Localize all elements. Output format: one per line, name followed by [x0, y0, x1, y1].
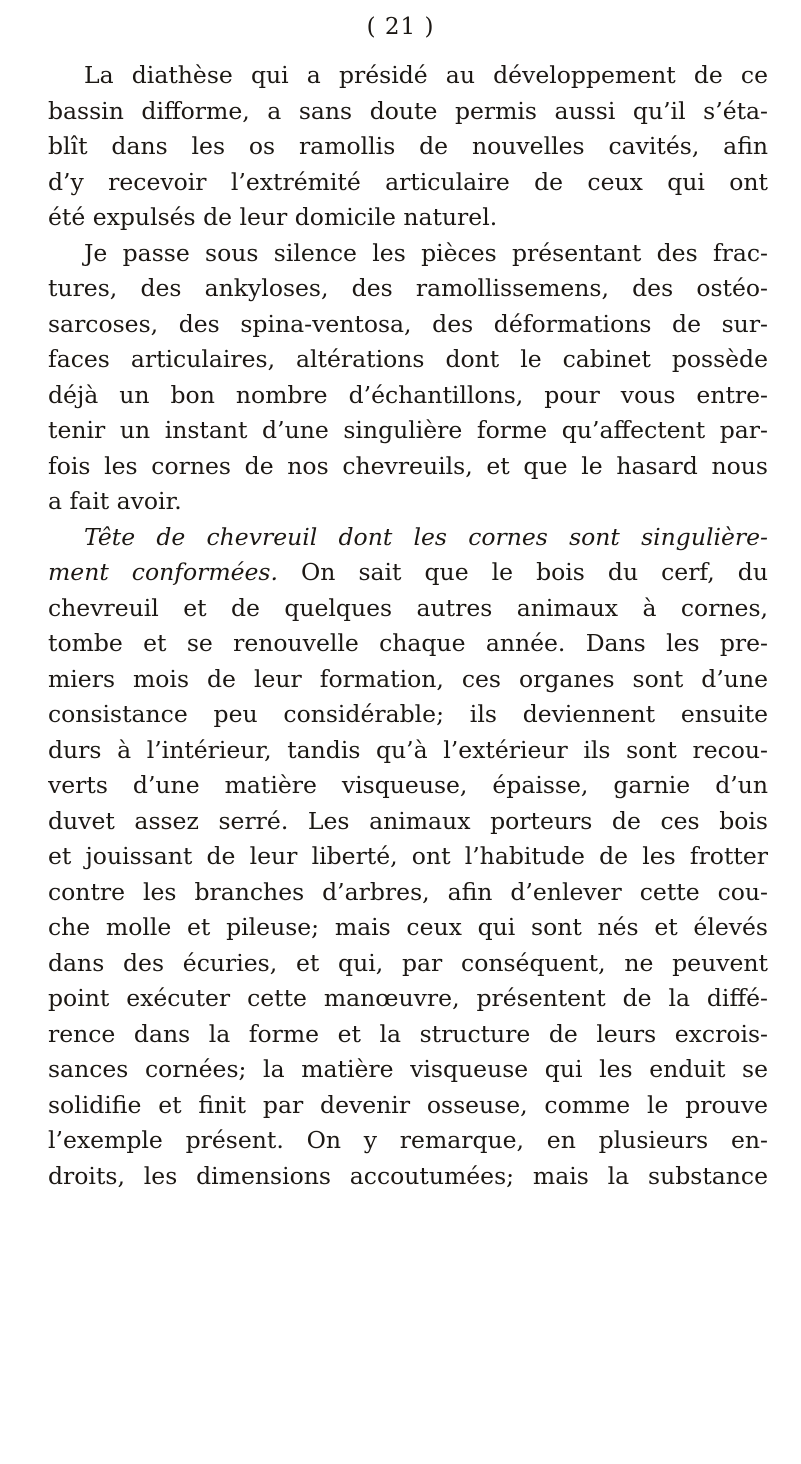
text-line [48, 165, 768, 201]
text-line [48, 449, 768, 485]
line-text: tenir un instant d’une singulière forme qu’affectent par- [48, 416, 768, 444]
text-line [48, 484, 768, 520]
line-text: consistance peu considérable; ils deviennent ensuite [48, 700, 768, 728]
text-line [48, 626, 768, 662]
text-line [48, 555, 768, 591]
text-line [48, 271, 768, 307]
line-text: sarcoses, des spina-ventosa, des déformations de sur- [48, 309, 768, 338]
line-text: fois les cornes de nos chevreuils, et que le hasard nous [48, 451, 768, 480]
text-line [48, 981, 768, 1017]
line-text: l’exemple présent. On y remarque, en plusieurs en- [48, 1126, 768, 1154]
line-text: duvet assez serré. Les animaux porteurs de ces bois [48, 806, 768, 835]
line-text: sances cornées; la matière visqueuse qui les enduit se [48, 1055, 768, 1083]
line-text: d’y recevoir l’extrémité articulaire de ceux qui ont [48, 167, 768, 196]
line-text: été expulsés de leur domicile naturel. [48, 203, 498, 231]
text-line [48, 1159, 768, 1195]
text-line [48, 910, 768, 946]
text-line [48, 804, 768, 840]
line-text: miers mois de leur formation, ces organes sont d’une [48, 664, 768, 693]
text-line [48, 129, 768, 165]
line-text: déjà un bon nombre d’échantillons, pour vous entre- [48, 380, 768, 409]
text-line [48, 413, 768, 449]
line-text: tures, des ankyloses, des ramollissemens, des ostéo- [48, 274, 768, 302]
text-line [48, 697, 768, 733]
line-text: blît dans les os ramollis de nouvelles cavités, afin [48, 132, 768, 160]
line-text: rence dans la forme et la structure de leurs excrois- [48, 1019, 768, 1048]
line-text: che molle et pileuse; mais ceux qui sont nés et élevés [48, 913, 768, 941]
page-number: ( 21 ) [366, 14, 435, 40]
text-line [48, 307, 768, 343]
line-text: chevreuil et de quelques autres animaux à cornes, [48, 593, 768, 622]
text-line [48, 236, 768, 272]
text-line [48, 839, 768, 875]
line-text: La diathèse qui a présidé au développement de ce [84, 61, 768, 89]
line-text: point exécuter cette manœuvre, présentent de la diffé- [48, 984, 768, 1012]
text-line [48, 200, 768, 236]
text-line [48, 378, 768, 414]
text-line [48, 591, 768, 627]
line-text: faces articulaires, altérations dont le cabinet possède [48, 345, 768, 373]
text-line [48, 1123, 768, 1159]
text-line [48, 875, 768, 911]
line-text: solidifie et finit par devenir osseuse, comme le prouve [48, 1090, 768, 1119]
text-line [48, 342, 768, 378]
text-line [48, 58, 768, 94]
line-text: durs à l’intérieur, tandis qu’à l’extérieur ils sont recou- [48, 735, 768, 764]
italic-heading-text: Tête de chevreuil dont les cornes sont singulière- [84, 522, 768, 551]
text-line [48, 94, 768, 130]
text-line [48, 768, 768, 804]
line-text: Je passe sous silence les pièces présentant des frac- [84, 238, 768, 267]
line-text: dans des écuries, et qui, par conséquent, ne peuvent [48, 948, 768, 977]
text-line [48, 662, 768, 698]
text-line [48, 520, 768, 556]
line-text: verts d’une matière visqueuse, épaisse, garnie d’un [48, 771, 768, 799]
line-text: contre les branches d’arbres, afin d’enlever cette cou- [48, 877, 768, 906]
text-line [48, 1052, 768, 1088]
text-line [48, 1017, 768, 1053]
line-text: tombe et se renouvelle chaque année. Dans les pre- [48, 629, 768, 657]
text-line [48, 1088, 768, 1124]
line-text: On sait que le bois du cerf, du [277, 558, 768, 586]
line-text: a fait avoir. [48, 487, 182, 515]
line-text: droits, les dimensions accoutumées; mais la substance [48, 1161, 768, 1190]
line-text: et jouissant de leur liberté, ont l’habitude de les frotter [48, 842, 768, 870]
line-text: bassin difforme, a sans doute permis aussi qu’il s’éta- [48, 96, 768, 125]
body-text [48, 58, 768, 1194]
italic-heading-text: ment conformées. [48, 558, 278, 586]
text-line [48, 733, 768, 769]
text-line [48, 946, 768, 982]
